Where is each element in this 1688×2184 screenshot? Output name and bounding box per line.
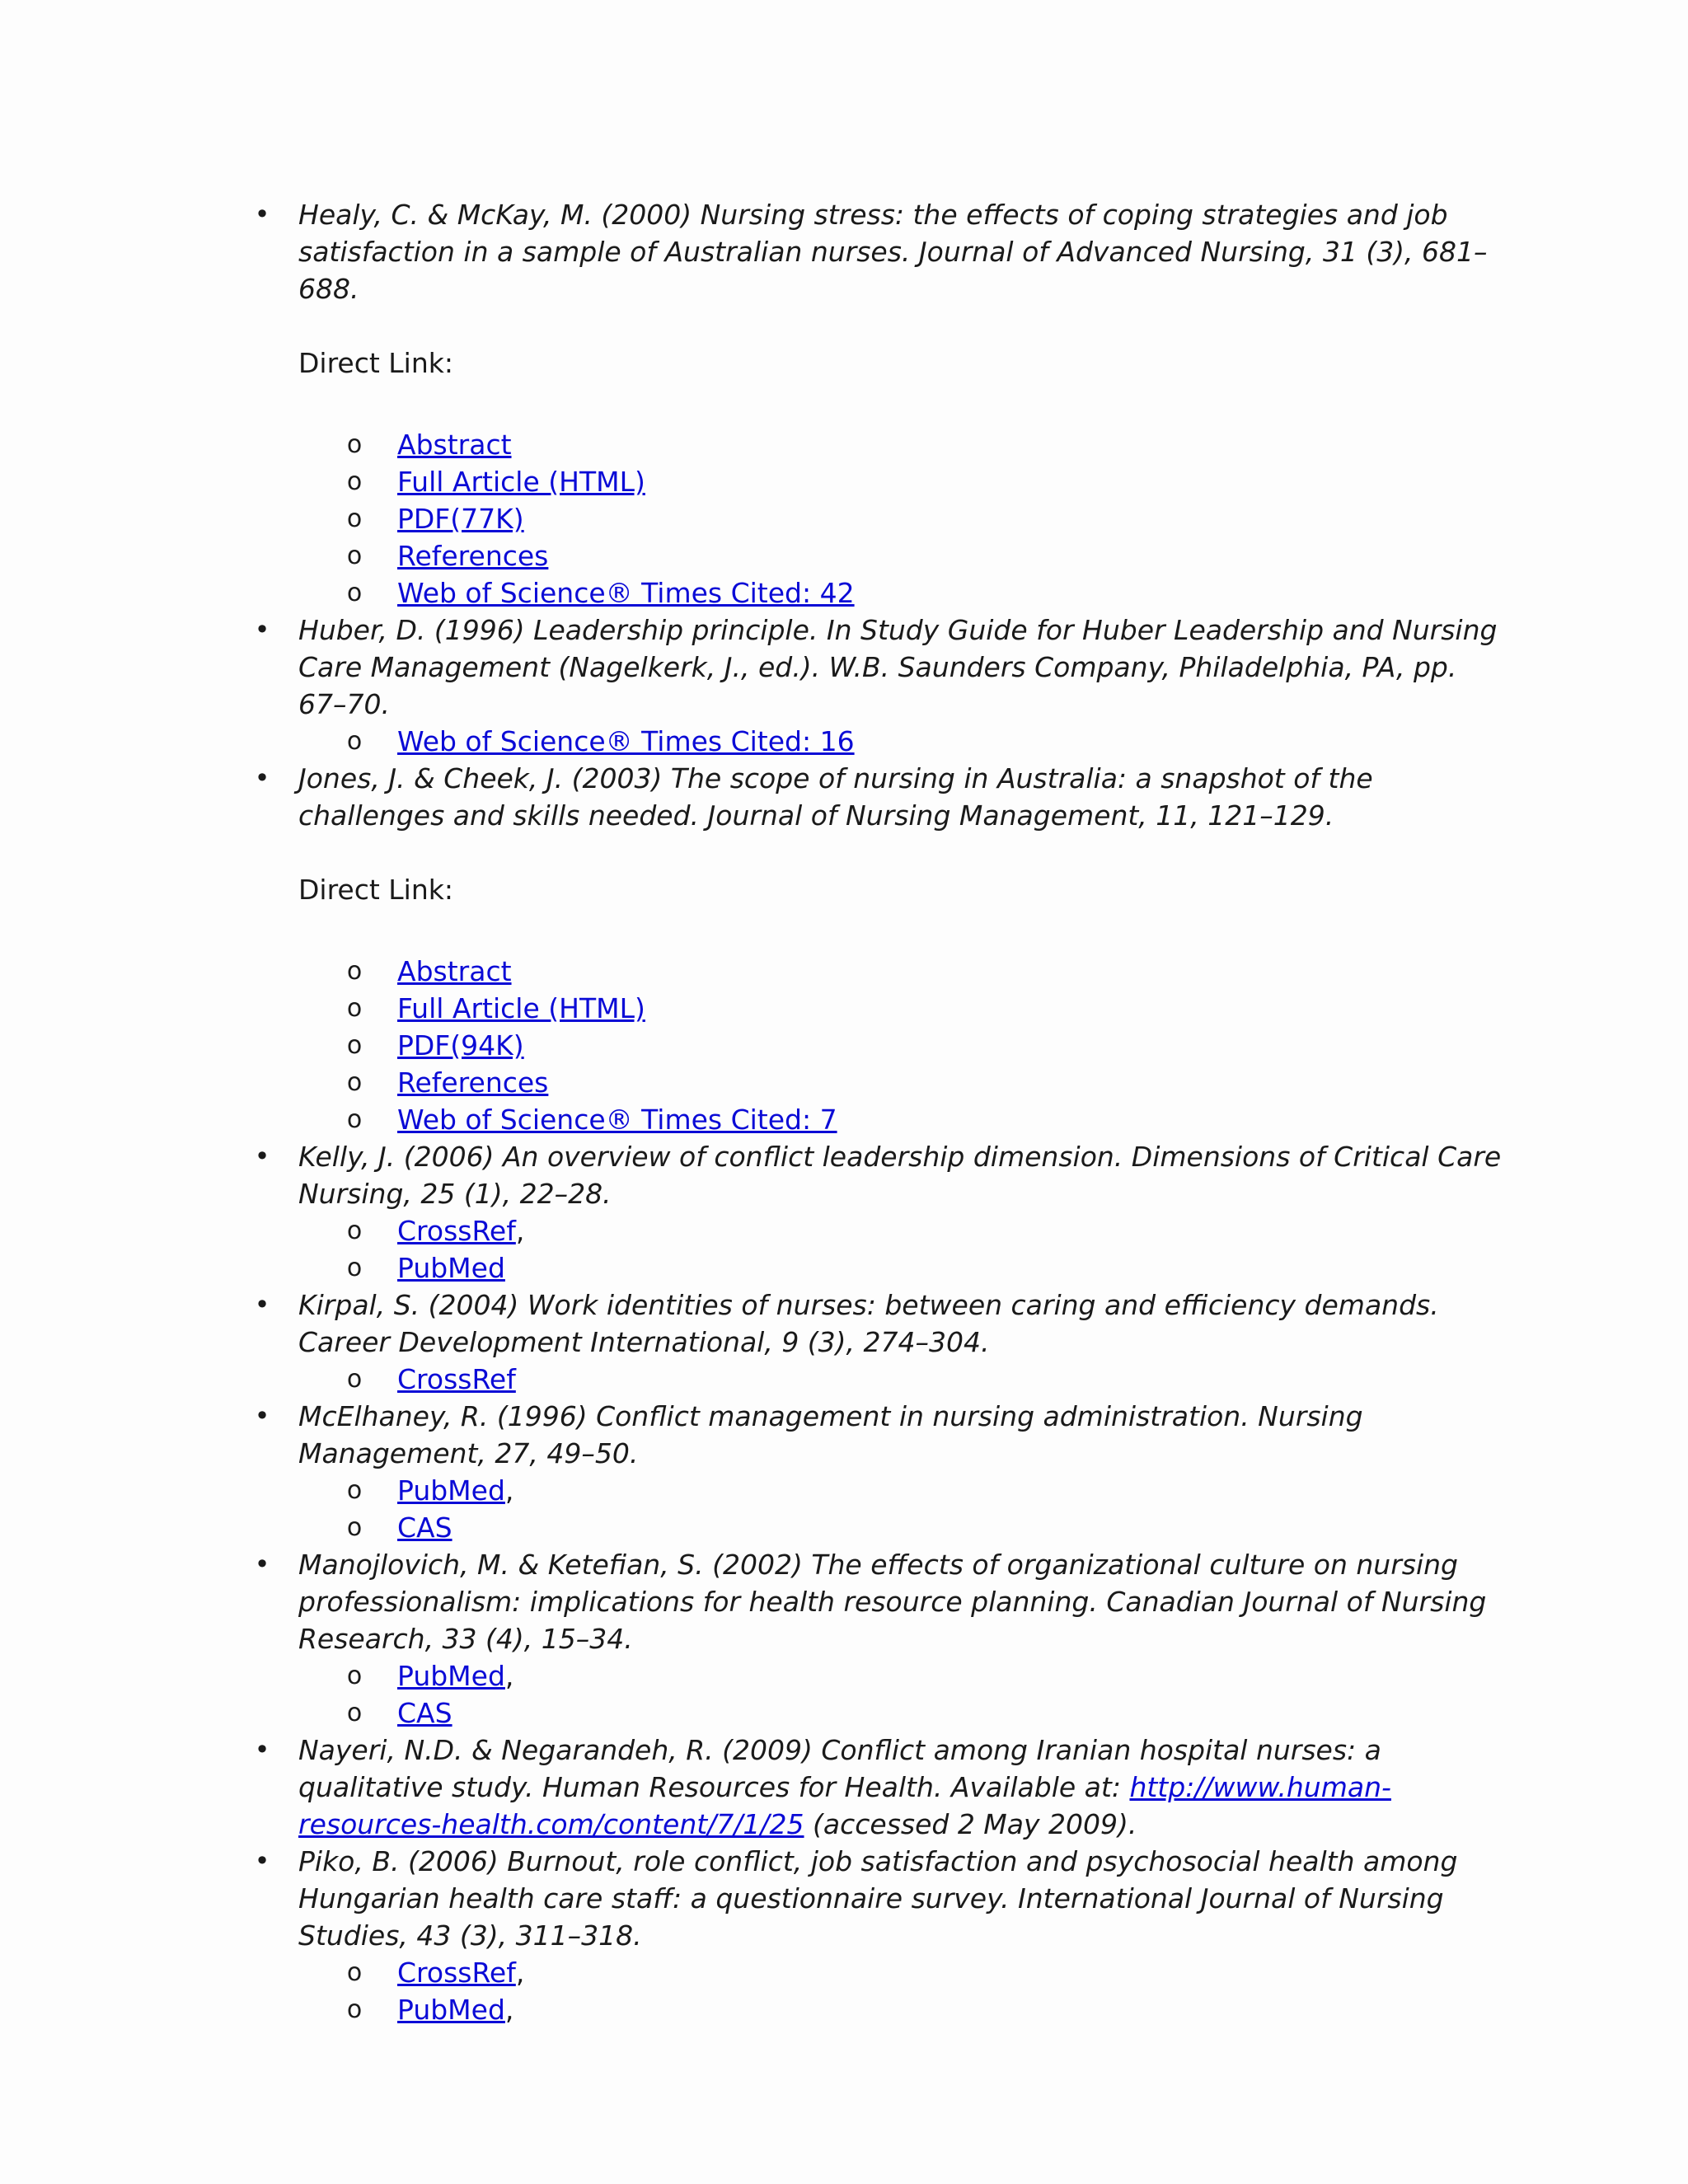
reference-citation [298, 1732, 1502, 1843]
reference-link-item [298, 1657, 1502, 1694]
reference-link[interactable]: CAS [397, 1511, 452, 1544]
reference-link-list [298, 1954, 1502, 2028]
link-separator: , [504, 1660, 514, 1692]
reference-link[interactable]: CrossRef [397, 1363, 516, 1395]
reference-item [254, 1286, 1502, 1398]
bullet-icon: • [254, 199, 270, 230]
reference-link-list [298, 426, 1502, 612]
reference-link[interactable]: Abstract [397, 955, 512, 987]
reference-link[interactable]: References [397, 1066, 549, 1099]
reference-link[interactable]: PubMed [397, 1994, 505, 2026]
link-separator: , [504, 1474, 514, 1507]
reference-link-list [298, 1361, 1502, 1398]
sub-bullet-icon: o [346, 994, 363, 1023]
bullet-icon: • [254, 1141, 270, 1172]
bullet-icon: • [254, 1400, 270, 1432]
direct-link-label: Direct Link: [298, 347, 453, 379]
reference-link-list [298, 1657, 1502, 1732]
link-separator: , [515, 1957, 525, 1989]
reference-link[interactable]: Web of Science® Times Cited: 7 [397, 1104, 837, 1136]
reference-link[interactable]: References [397, 540, 549, 572]
sub-bullet-icon: o [346, 1699, 363, 1727]
reference-link-item [298, 1954, 1502, 1991]
sub-bullet-icon: o [346, 1661, 363, 1690]
reference-link-item [298, 426, 1502, 463]
citation-tail: (accessed 2 May 2009). [804, 1808, 1137, 1840]
reference-item [254, 1398, 1502, 1546]
sub-bullet-icon: o [346, 1365, 363, 1394]
reference-link-item [298, 574, 1502, 612]
reference-link[interactable]: PDF(77K) [397, 503, 524, 535]
reference-item [254, 196, 1502, 612]
sub-bullet-icon: o [346, 430, 363, 459]
reference-citation [298, 1843, 1502, 1954]
sub-bullet-icon: o [346, 1068, 363, 1097]
citation-text: Kelly, J. (2006) An overview of conflict leadership dimension. Dimensions of Critical Care Nursing, 25 (1), 22–28. [298, 1141, 1502, 1210]
bullet-icon: • [254, 762, 270, 794]
direct-link-label: Direct Link: [298, 874, 453, 906]
reference-link[interactable]: PubMed [397, 1474, 505, 1507]
citation-text: Manojlovich, M. & Ketefian, S. (2002) The effects of organizational culture on nursing professionalism: implications for health resource planning. Canadian Journal of Nursing Research, 33 (4), 15–34. [298, 1549, 1487, 1655]
sub-bullet-icon: o [346, 1105, 363, 1134]
citation-text: Nayeri, N.D. & Negarandeh, R. (2009) Conflict among Iranian hospital nurses: a qualitative study. Human Resources for Health. Available at: [298, 1734, 1381, 1803]
reference-link[interactable]: Full Article (HTML) [397, 466, 645, 498]
reference-citation [298, 760, 1502, 834]
bullet-icon: • [254, 1549, 270, 1580]
sub-bullet-icon: o [346, 467, 363, 496]
reference-item [254, 1732, 1502, 1843]
reference-citation [298, 612, 1502, 723]
reference-link-list [298, 1472, 1502, 1546]
reference-link[interactable]: Web of Science® Times Cited: 42 [397, 577, 855, 609]
reference-link-list [298, 953, 1502, 1138]
citation-text: Kirpal, S. (2004) Work identities of nurses: between caring and efficiency demands. Career Development International, 9 (3), 274–304. [298, 1289, 1439, 1358]
reference-item [254, 1546, 1502, 1732]
reference-link[interactable]: PDF(94K) [397, 1029, 524, 1062]
sub-bullet-icon: o [346, 1476, 363, 1505]
link-separator: , [504, 1994, 514, 2026]
sub-bullet-icon: o [346, 727, 363, 756]
reference-link-item [298, 1027, 1502, 1064]
reference-link-item [298, 1694, 1502, 1732]
reference-link-item [298, 1101, 1502, 1138]
reference-link-item [298, 953, 1502, 990]
reference-link-item [298, 990, 1502, 1027]
reference-item [254, 612, 1502, 760]
link-separator: , [515, 1215, 525, 1247]
reference-link[interactable]: Full Article (HTML) [397, 992, 645, 1024]
sub-bullet-icon: o [346, 1031, 363, 1060]
reference-citation [298, 1546, 1502, 1657]
citation-text: McElhaney, R. (1996) Conflict management in nursing administration. Nursing Management, 27, 49–50. [298, 1400, 1363, 1469]
reference-link-item [298, 1472, 1502, 1509]
citation-text: Piko, B. (2006) Burnout, role conflict, job satisfaction and psychosocial health among Hungarian health care staff: a questionnaire survey. International Journal of Nursing Studies, 43 (3), 311–318. [298, 1845, 1458, 1952]
reference-link-item [298, 1509, 1502, 1546]
reference-link[interactable]: PubMed [397, 1252, 505, 1284]
reference-link-item [298, 463, 1502, 500]
reference-link-item [298, 1361, 1502, 1398]
sub-bullet-icon: o [346, 957, 363, 986]
reference-link-item [298, 500, 1502, 537]
bullet-icon: • [254, 1734, 270, 1765]
sub-bullet-icon: o [346, 1995, 363, 2024]
reference-link-list [298, 1212, 1502, 1286]
reference-link[interactable]: CAS [397, 1697, 452, 1729]
reference-link[interactable]: Web of Science® Times Cited: 16 [397, 725, 855, 757]
bullet-icon: • [254, 1289, 270, 1320]
reference-citation [298, 1286, 1502, 1361]
bullet-icon: • [254, 614, 270, 645]
sub-bullet-icon: o [346, 1958, 363, 1987]
reference-citation [298, 196, 1502, 307]
reference-item [254, 760, 1502, 1138]
reference-url-link[interactable]: http://www.human-resources-health.com/content/7/1/25 [298, 1771, 1391, 1840]
sub-bullet-icon: o [346, 504, 363, 533]
reference-link-item [298, 1064, 1502, 1101]
reference-item [254, 1138, 1502, 1286]
citation-text: Huber, D. (1996) Leadership principle. In Study Guide for Huber Leadership and Nursing Care Management (Nagelkerk, J., ed.). W.B. Saunders Company, Philadelphia, PA, pp. 67–70. [298, 614, 1498, 720]
reference-link[interactable]: CrossRef [397, 1215, 516, 1247]
reference-link-list [298, 723, 1502, 760]
sub-bullet-icon: o [346, 579, 363, 607]
reference-citation [298, 1138, 1502, 1212]
citation-text: Jones, J. & Cheek, J. (2003) The scope of nursing in Australia: a snapshot of the challenges and skills needed. Journal of Nursing Management, 11, 121–129. [298, 762, 1373, 832]
sub-bullet-icon: o [346, 1513, 363, 1542]
reference-citation [298, 1398, 1502, 1472]
reference-link-item [298, 1991, 1502, 2028]
reference-link[interactable]: PubMed [397, 1660, 505, 1692]
reference-link-item [298, 723, 1502, 760]
reference-item [254, 1843, 1502, 2028]
sub-bullet-icon: o [346, 1216, 363, 1245]
reference-link-item [298, 1212, 1502, 1249]
reference-list [254, 196, 1502, 2028]
bullet-icon: • [254, 1845, 270, 1877]
reference-link-item [298, 537, 1502, 574]
sub-bullet-icon: o [346, 1254, 363, 1282]
reference-link-item [298, 1249, 1502, 1286]
citation-text: Healy, C. & McKay, M. (2000) Nursing stress: the effects of coping strategies and job satisfaction in a sample of Australian nurses. Journal of Advanced Nursing, 31 (3), 681–688. [298, 199, 1488, 305]
sub-bullet-icon: o [346, 541, 363, 570]
reference-link[interactable]: CrossRef [397, 1957, 516, 1989]
reference-link[interactable]: Abstract [397, 429, 512, 461]
